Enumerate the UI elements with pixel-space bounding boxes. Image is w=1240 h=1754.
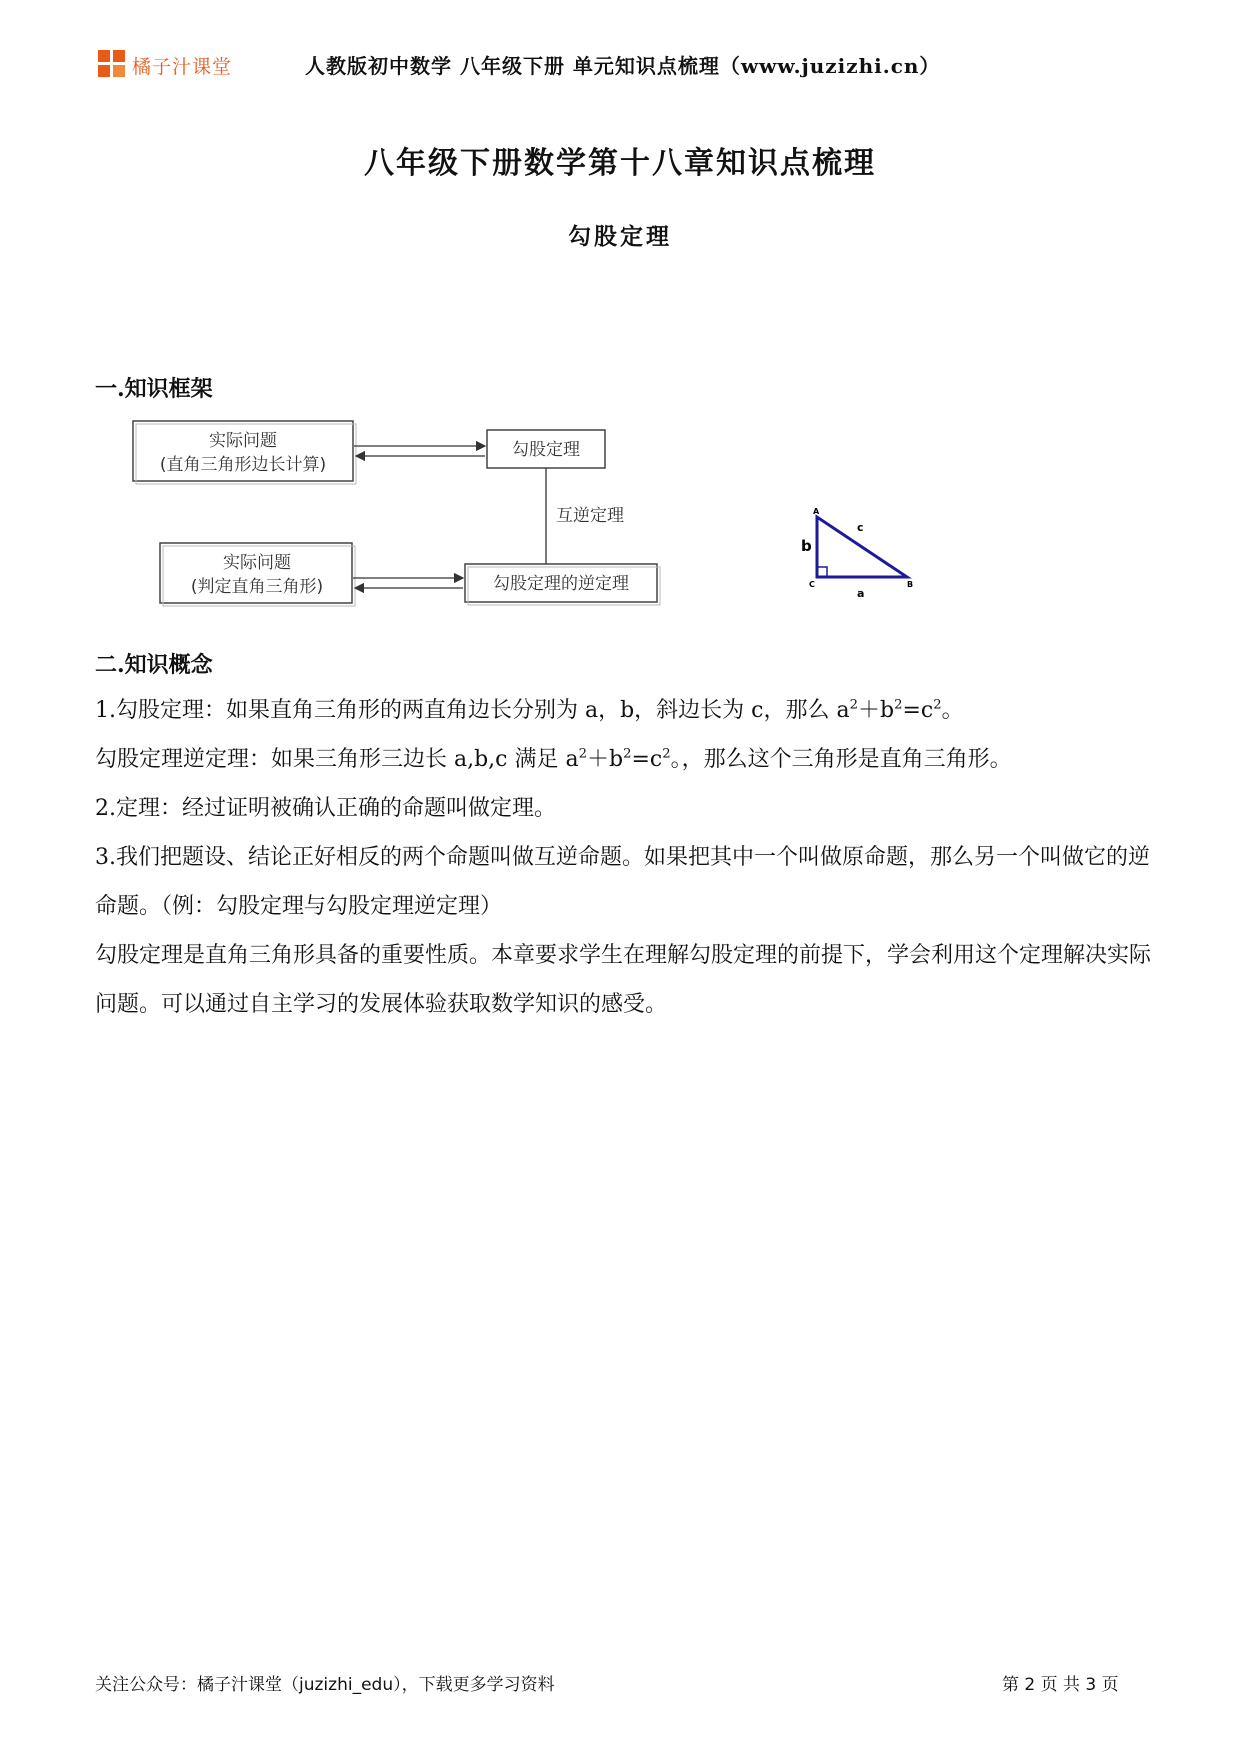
concept-theorem: 2.定理：经过证明被确认正确的命题叫做定理。 [95,796,556,821]
side-a-label: a [857,587,865,600]
vertex-c-label: C [809,580,815,589]
chapter-summary: 勾股定理是直角三角形具备的重要性质。本章要求学生在理解勾股定理的前提下，学会利用这个定理解决实际问题。可以通过自主学习的发展体验获取数学知识的感受。 [95,943,1152,1017]
box-practical-calc [133,421,356,484]
box3-line1: 实际问题 [223,553,291,573]
box4-text: 勾股定理的逆定理 [493,574,629,594]
concepts-body [95,686,1155,1029]
box-practical-judge [160,543,355,606]
connector-label: 互逆定理 [556,506,624,526]
page-subtitle: 勾股定理 [568,223,672,250]
logo-text: 橘子汁课堂 [132,56,233,78]
box1-line1: 实际问题 [209,431,277,451]
side-c-label: c [857,521,864,534]
side-b-label: b [801,537,812,555]
vertex-a-label: A [813,507,820,516]
box1-line2: (直角三角形边长计算) [159,455,327,475]
header-title: 人教版初中数学 八年级下册 单元知识点梳理（www.juzizhi.cn） [305,54,941,78]
right-triangle-figure [795,505,925,605]
vertex-b-label: B [907,580,914,589]
box-pythagorean-theorem [487,430,605,468]
concept-converse: 勾股定理逆定理：如果三角形三边长 a,b,c 满足 $a^2+b^2=c^2$。，那么这个三角形是直角三角形。 [95,746,1012,772]
concept-pythagorean: 1.勾股定理：如果直角三角形的两直角边长分别为 a，b，斜边长为 c，那么 $a^2+b^2=c^2$。 [95,697,964,723]
logo-icon [98,50,126,78]
box-converse-theorem [465,564,660,605]
section-heading-concepts: 二.知识概念 [95,652,213,678]
section-heading-framework: 一.知识框架 [95,376,213,402]
page-number: 第 2 页 共 3 页 [1002,1675,1119,1695]
brand-logo [98,48,248,80]
page-title: 八年级下册数学第十八章知识点梳理 [364,146,876,181]
knowledge-framework-diagram [130,418,670,623]
box3-line2: (判定直角三角形) [190,577,324,597]
concept-converse-propositions: 3.我们把题设、结论正好相反的两个命题叫做互逆命题。如果把其中一个叫做原命题，那么另一个叫做它的逆命题。（例：勾股定理与勾股定理逆定理） [95,845,1150,919]
box2-text: 勾股定理 [512,440,580,460]
footer-promo: 关注公众号：橘子汁课堂（juzizhi_edu），下载更多学习资料 [95,1675,555,1695]
